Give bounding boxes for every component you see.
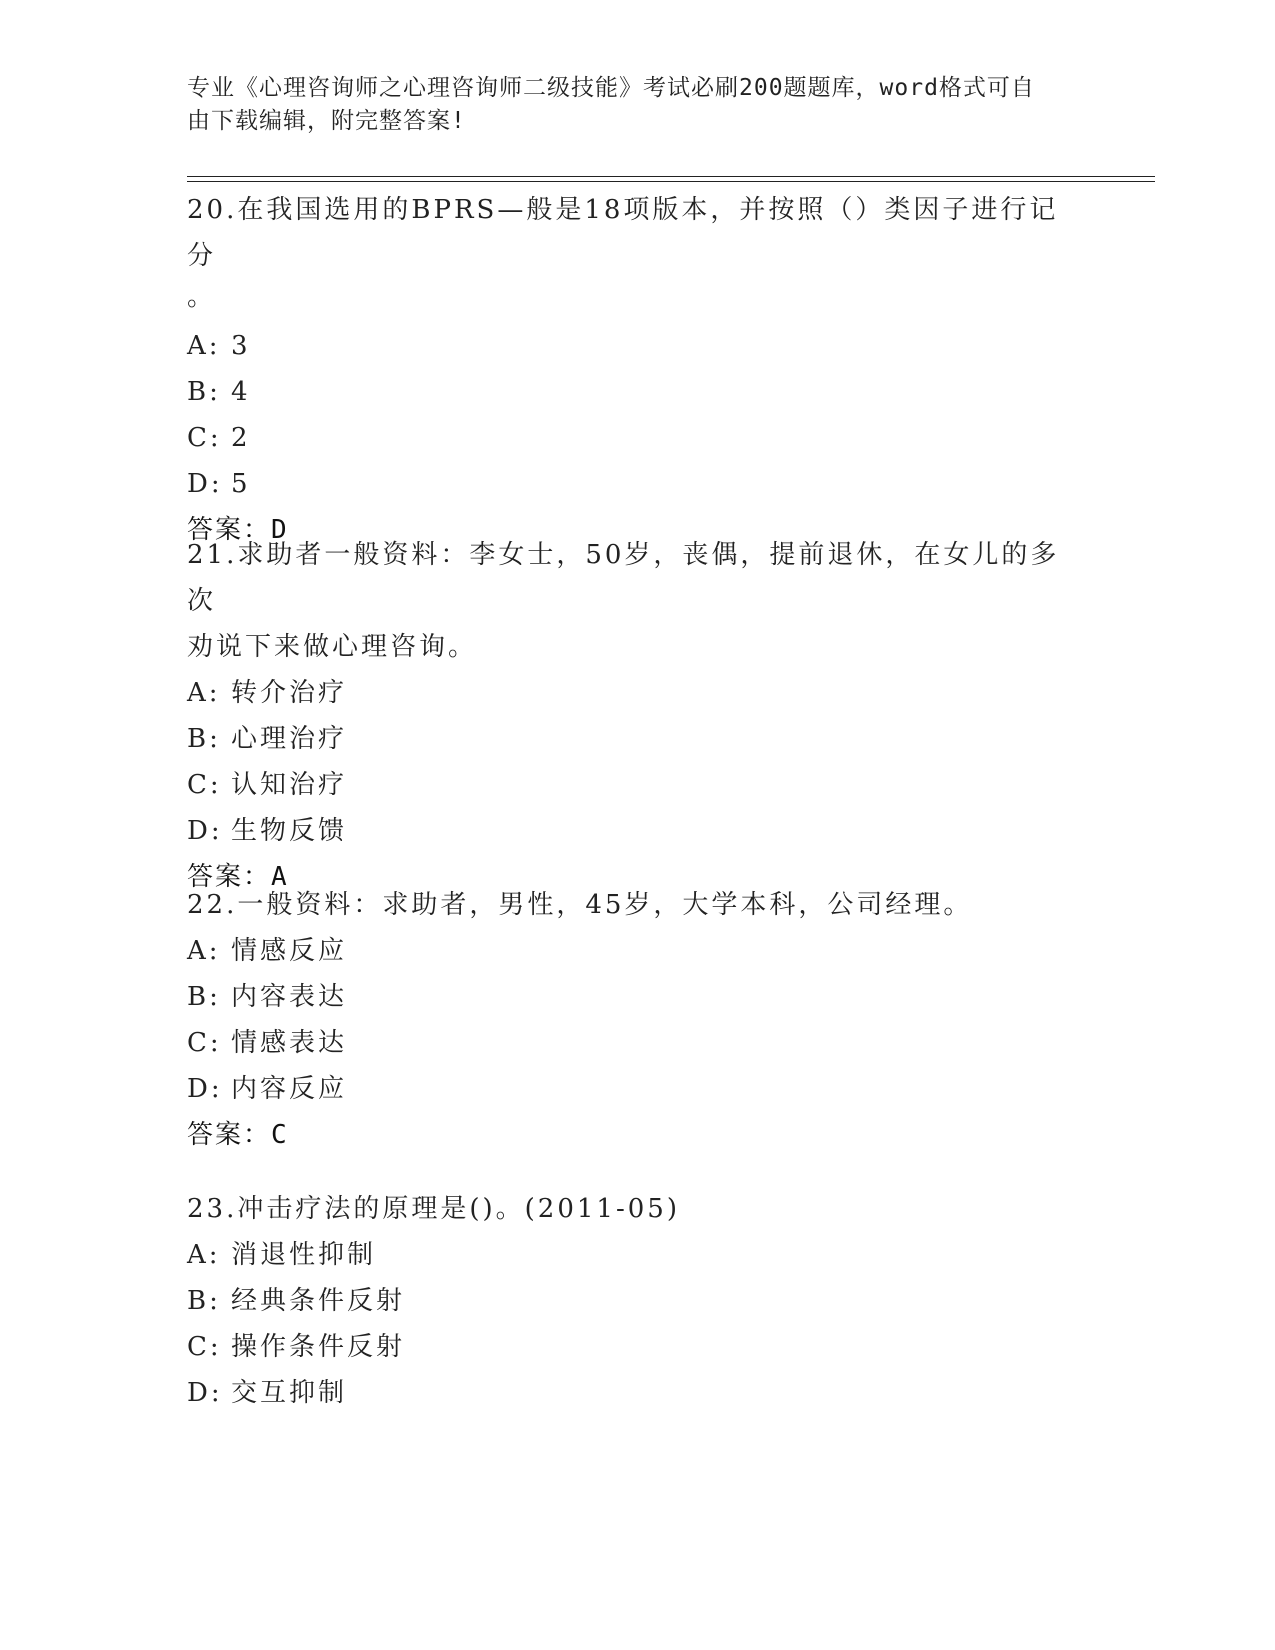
answer-value: D xyxy=(271,515,289,545)
option-text: 内容反应 xyxy=(231,1074,348,1104)
option-b xyxy=(187,974,1087,1020)
answer-value: C xyxy=(271,1120,289,1150)
option-d xyxy=(187,1066,1087,1112)
answer-label: 答案： xyxy=(187,1120,272,1150)
option-c xyxy=(187,1324,1087,1370)
option-key: A: xyxy=(187,331,221,361)
option-key: D: xyxy=(187,469,223,499)
header-line-2: 由下载编辑，附完整答案! xyxy=(187,108,466,134)
question-stem: 23.冲击疗法的原理是()。(2011-05) xyxy=(187,1194,680,1224)
option-key: C: xyxy=(187,1332,222,1362)
question-21 xyxy=(187,532,1087,900)
option-key: B: xyxy=(187,724,221,754)
answer-label: 答案： xyxy=(187,515,272,545)
question-stem: 22.一般资料：求助者，男性，45岁，大学本科，公司经理。 xyxy=(187,890,973,920)
header-line-1: 专业《心理咨询师之心理咨询师二级技能》考试必刷200题题库，word格式可自 xyxy=(187,75,1035,101)
option-key: C: xyxy=(187,1028,222,1058)
answer-label: 答案： xyxy=(187,862,272,892)
option-key: D: xyxy=(187,816,223,846)
option-a xyxy=(187,323,1087,369)
answer-value: A xyxy=(271,862,289,892)
option-text: 心理治疗 xyxy=(231,724,348,754)
question-23 xyxy=(187,1186,1087,1416)
option-c xyxy=(187,415,1087,461)
option-text: 内容表达 xyxy=(231,982,348,1012)
option-b xyxy=(187,1278,1087,1324)
option-d xyxy=(187,461,1087,507)
option-key: B: xyxy=(187,1286,221,1316)
option-a xyxy=(187,1232,1087,1278)
option-key: C: xyxy=(187,423,222,453)
question-stem: 20.在我国选用的BPRS—般是18项版本，并按照（）类因子进行记分 xyxy=(187,195,1059,271)
option-d xyxy=(187,1370,1087,1416)
option-key: B: xyxy=(187,377,221,407)
option-text: 5 xyxy=(231,469,251,499)
option-key: D: xyxy=(187,1378,223,1408)
question-stem: 21.求助者一般资料：李女士，50岁，丧偶，提前退休，在女儿的多次 xyxy=(187,540,1060,616)
option-b xyxy=(187,716,1087,762)
option-a xyxy=(187,928,1087,974)
question-stem-continued: 劝说下来做心理咨询。 xyxy=(187,632,478,662)
option-text: 2 xyxy=(231,423,251,453)
option-text: 生物反馈 xyxy=(231,816,348,846)
option-key: A: xyxy=(187,678,221,708)
question-22 xyxy=(187,882,1087,1158)
option-c xyxy=(187,762,1087,808)
option-text: 经典条件反射 xyxy=(231,1286,406,1316)
option-key: A: xyxy=(187,1240,221,1270)
option-text: 3 xyxy=(231,331,251,361)
option-key: A: xyxy=(187,936,221,966)
header-divider-bottom xyxy=(187,181,1155,182)
option-key: B: xyxy=(187,982,221,1012)
option-text: 4 xyxy=(231,377,251,407)
option-b xyxy=(187,369,1087,415)
option-text: 认知治疗 xyxy=(231,770,348,800)
option-text: 情感反应 xyxy=(231,936,348,966)
document-header xyxy=(187,72,1067,138)
option-text: 情感表达 xyxy=(231,1028,348,1058)
option-text: 交互抑制 xyxy=(231,1378,348,1408)
question-20 xyxy=(187,187,1087,553)
header-divider-top xyxy=(187,176,1155,177)
option-key: D: xyxy=(187,1074,223,1104)
option-d xyxy=(187,808,1087,854)
option-text: 转介治疗 xyxy=(231,678,348,708)
option-a xyxy=(187,670,1087,716)
option-text: 操作条件反射 xyxy=(231,1332,406,1362)
option-key: C: xyxy=(187,770,222,800)
option-text: 消退性抑制 xyxy=(231,1240,377,1270)
option-c xyxy=(187,1020,1087,1066)
question-stem-continued: 。 xyxy=(187,282,217,312)
answer-line xyxy=(187,1112,1087,1158)
